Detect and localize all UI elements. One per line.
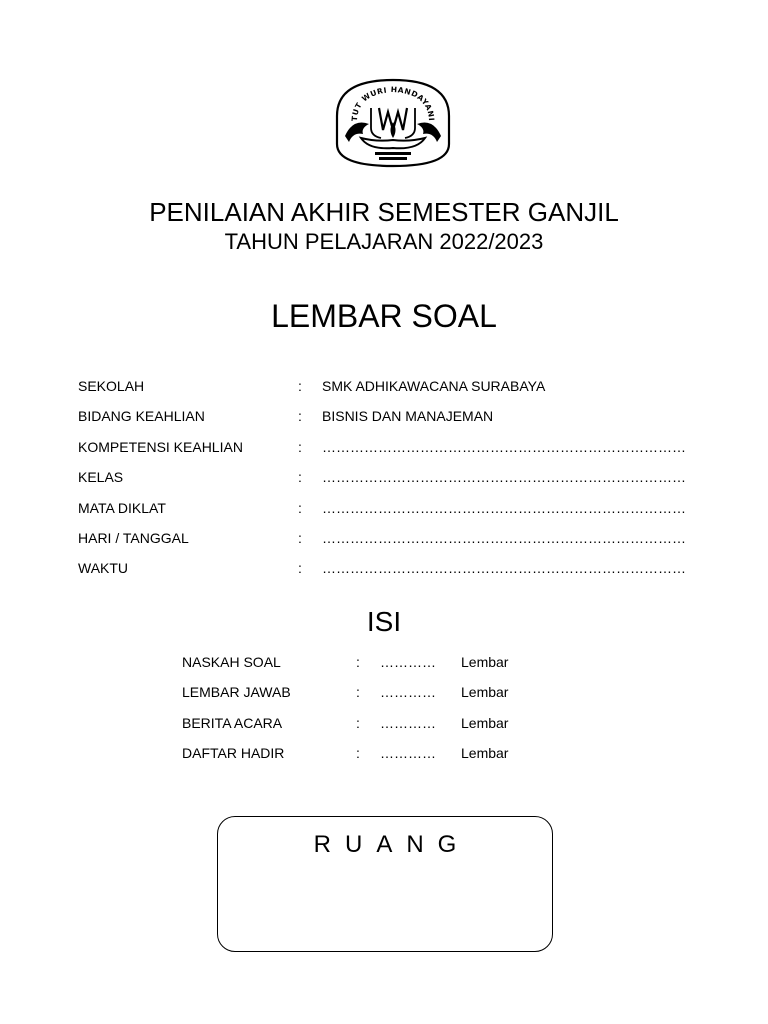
header-line-1: PENILAIAN AKHIR SEMESTER GANJIL: [149, 197, 619, 227]
svg-text:TUT WURI HANDAYANI: TUT WURI HANDAYANI: [349, 84, 437, 122]
contents-table: [182, 652, 582, 774]
info-label: MATA DIKLAT: [78, 499, 166, 516]
contents-count-blank: …………: [380, 714, 436, 731]
contents-unit: Lembar: [461, 654, 509, 670]
contents-row-daftar-hadir: [182, 743, 582, 773]
contents-count-blank: …………: [380, 654, 436, 670]
info-value: ……………………………………………………………………: [322, 469, 686, 486]
info-separator: :: [298, 499, 302, 516]
info-label: SEKOLAH: [78, 378, 145, 394]
tut-wuri-handayani-logo: [331, 78, 455, 168]
info-label: KOMPETENSI KEAHLIAN: [78, 438, 243, 455]
contents-label: NASKAH SOAL: [182, 654, 281, 670]
header-line-2: TAHUN PELAJARAN 2022/2023: [224, 229, 544, 254]
contents-unit: Lembar: [461, 684, 509, 701]
contents-count-blank: …………: [380, 745, 436, 762]
info-separator: :: [298, 438, 302, 455]
isi-title: ISI: [366, 606, 402, 637]
info-row-mata-diklat: [78, 498, 718, 528]
info-value: SMK ADHIKAWACANA SURABAYA: [322, 378, 546, 394]
contents-separator: :: [356, 714, 360, 731]
info-separator: :: [298, 408, 302, 425]
contents-unit: Lembar: [461, 745, 509, 762]
document-title: LEMBAR SOAL: [271, 298, 497, 334]
ruang-title: RUANG: [313, 831, 471, 858]
info-value: ……………………………………………………………………: [322, 529, 686, 546]
info-table: [78, 376, 718, 589]
info-separator: :: [298, 529, 302, 546]
contents-separator: :: [356, 654, 360, 670]
contents-separator: :: [356, 745, 360, 762]
contents-label: LEMBAR JAWAB: [182, 684, 291, 701]
contents-row-naskah-soal: [182, 652, 582, 682]
info-row-kelas: [78, 467, 718, 497]
info-separator: :: [298, 560, 302, 577]
info-row-hari-tanggal: [78, 528, 718, 558]
info-row-waktu: [78, 558, 718, 588]
contents-row-lembar-jawab: [182, 682, 582, 712]
info-separator: :: [298, 469, 302, 486]
contents-label: BERITA ACARA: [182, 714, 283, 731]
info-separator: :: [298, 378, 302, 394]
info-row-bidang-keahlian: [78, 406, 718, 436]
contents-count-blank: …………: [380, 684, 436, 701]
info-value: ……………………………………………………………………: [322, 438, 686, 455]
contents-unit: Lembar: [461, 714, 509, 731]
info-label: KELAS: [78, 469, 124, 486]
info-value: ……………………………………………………………………: [322, 560, 686, 577]
info-value: BISNIS DAN MANAJEMAN: [322, 408, 494, 425]
contents-label: DAFTAR HADIR: [182, 745, 285, 762]
info-row-sekolah: [78, 376, 718, 406]
info-value: ……………………………………………………………………: [322, 499, 686, 516]
contents-row-berita-acara: [182, 713, 582, 743]
ruang-box: [217, 816, 553, 952]
info-label: HARI / TANGGAL: [78, 529, 189, 546]
info-row-kompetensi-keahlian: [78, 437, 718, 467]
info-label: BIDANG KEAHLIAN: [78, 408, 205, 425]
contents-separator: :: [356, 684, 360, 701]
info-label: WAKTU: [78, 560, 129, 577]
